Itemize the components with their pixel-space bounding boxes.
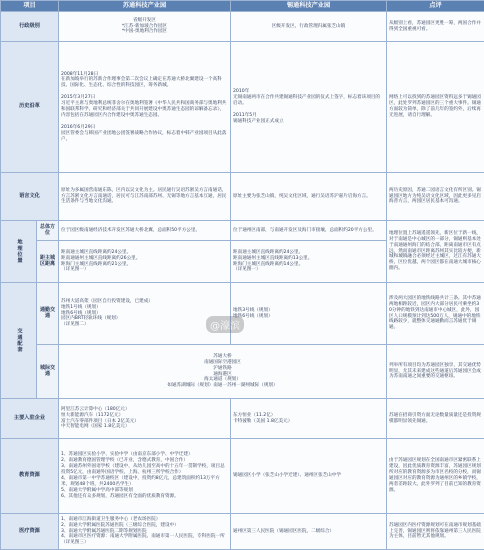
review-language: 两历史原因，苏通二园语言文化有所区别。锡通园区地方为纯吴语文化区域，因此更多见启海普方言，两园区居民基本可沟通。: [387, 173, 484, 221]
review-industry: 苏通在招商引资方面无论数量质量还是投资规模都明显领先锡通。: [387, 399, 484, 439]
xt-traffic-transit: 地铁3号线（规划） 地铁6号线（规划）: [231, 283, 387, 345]
review-history: 网络上可以找到的苏通园区资料远多于锡通园区，此处罗列苏通园区的三个重大事件。锡通方面较为简单，除了前几年的签约外，后续再无进展，请自行理解。: [387, 42, 484, 173]
header-item: 项目: [1, 1, 59, 12]
label-traffic-intercity: 城际交通: [37, 345, 59, 399]
header-xt: 锡通科技产业园: [231, 1, 387, 12]
sz-history: 2008年11月28日 在新加坡举行的苏新合作理事会第二次会议上确定在苏通大桥北翼建设一个高科技、国际化、生态化、综合性的科技园区，筹务新城。 2015年3月27日 习近平主席与奥地利总统菲舍尔在奥地利签署《中华人民共和国商务部与奥地利共和国联邦科学、研究和经济部关于共同开展建设中奥苏通生态园的谅解备忘录》，内容包括在苏通园区内合作建设中奥苏通生态园。 2016年6月29日 园区管委会与韩国产业团地公团签署战略合作协议，标志着中韩产业园项目从此落户。: [59, 42, 231, 173]
label-geo-total: 总体方位: [37, 221, 59, 241]
row-language: [1, 173, 484, 221]
label-geo-group: 地理位置: [1, 221, 37, 283]
row-traffic-transit: [1, 283, 484, 345]
review-education: 由于苏通园区规划在全国南通市区紧密联系上建设，因此优质教育资源丰富，苏通园区规划所对应的教育资源多为市区名校的分校，而锡通园区对应的教育资源为通州区的乡镇学校，两者差距较大。此外罗列了目前已知的教育资源。: [387, 439, 484, 514]
sz-geo-total: 位于园区级南通经济技术开发区苏通大桥北翼，总面积50平方公里。: [59, 221, 231, 241]
header-row: [1, 1, 484, 12]
xt-geo-distance: 距南通主城区直线距离约24公里。 距南通通州主城区直线距离约13公里。 距海门主城区直线距离约14公里。 （详见图一）: [231, 241, 387, 283]
row-education: [1, 439, 484, 514]
xt-history: 2010年 无锡南通两市在合作共建锡通科技产业园的仪式上签字，标志着该项目的启动。 2011年5月 锡通科技产业园正式成立: [231, 42, 387, 173]
review-traffic-intercity: 列举所有项目均为苏通园区独享，其交通优势明显，尤其未来建成这些通道后苏通园区会成为苏南南通之间重要的交通枢纽。: [387, 345, 484, 399]
label-traffic-group: 交通配套: [1, 283, 37, 399]
review-geo: 地理位置上苏通遥遥领先，新区位于新一线，对于南通是中心城区的一部分，锡通则基本处于南通通州海门的结合部，距离南通市区有点远，然而南通市区距离苏州其实比较方便，新城和城镇融合必须经过主城区，过江有苏通大桥，区位优越，两个园区都在南通大城市核心圈内。: [387, 221, 484, 283]
xt-admin: 区级开发区，行政管理归属张芝山镇: [231, 12, 387, 42]
sz-industry: 阿里江苏云计算中心（180亿元） 恒大新能源汽车（1172亿元） 富士汽车零部件项目（日本 2亿美元） 中天智能电网（国家 1.8亿美元）: [59, 399, 231, 439]
sz-traffic-transit: 苏州大道高架（园区自行投资建设，已建成） 地铁1号线（规划） 地铁6号线（规划） 园区内BRT轻轨环线（规划） （详见图二）: [59, 283, 231, 345]
label-language: 语言文化: [1, 173, 59, 221]
xt-medical: 通州区第三人民医院（锡通园区医院，二级综合）: [231, 514, 387, 550]
header-sz: 苏通科技产业园: [59, 1, 231, 12]
row-admin: [1, 12, 484, 42]
row-history: [1, 42, 484, 173]
row-traffic-intercity: [1, 345, 484, 399]
review-medical: 苏通园区内医疗资源规划可在南通市规划基础上完善，锡通园区则将依靠通州第三人民医院为主体，目前暂无其他规划。: [387, 514, 484, 550]
xt-education: 锡通园区小学（张芝山小学迁建）、通州区张芝山中学: [231, 439, 387, 514]
row-industry: [1, 399, 484, 439]
sz-language: 原址为多属国营南通东陈，区内以吴文化为主。居民通行吴语苏浙吴方言南通话，方言苏浙文化方言南通话，居民可与江苏南部苏州、无锡等地方言基本互通，居民生活条件与当地文化沟通。: [59, 173, 231, 221]
row-geo-total: [1, 221, 484, 241]
xt-industry: 东方恒业（11.2亿） 卡特彼勒（美国 1.8亿美元）: [231, 399, 387, 439]
sz-geo-distance: 距南通主城区直线距离约24公里。 距南通通州主城区直线距离约26公里。 距海门主城区直线距离约21公里。 （详见图一）: [59, 241, 231, 283]
sz-medical: 1、南通市江海街道卫生服务中心（老农场医院） 2、南通大学附属医院苏通医院（三级综合医院，建设中） 3、南通大学附属苏通医院二期等规划医院 4、南通市区医疗资源：南通大学附属医院、南通市第一人民医院，专科医院一所（详见图三）: [59, 514, 231, 550]
label-geo-distance: 距主城区距离: [37, 241, 59, 283]
xt-geo-total: 位于通州区南部，与南通开发区及海门市接壤，总面积约20平方公里。: [231, 221, 387, 241]
review-traffic-transit: 涉及两大园区的地铁线路共计三条。其中苏通两地相距较近，园区内大部分居民可乘坐约30分钟的地铁到达南通市中心城区，此外，园区人口规模预计到达500万人，锡通中的地铁线路较少，就整体交通通勤而言苏通优于锡通。: [387, 283, 484, 345]
sz-education: 1、苏通园区实验小学、实验中学（由南京东部小学、中学迁建） 2、南通教育德国管理学校（已开业，含德式教育，中国合作） 3、南通苏州外国语学校（建设中，从幼儿园至高中的十五年一贯制学校，项目总投资5亿元，由南通外国语学校、上海、杭州三所学校合作） 4、南通市第一中学苏通校区（建设中，投资约8亿元，总建筑面积约13万平方米，规划48个班，共2400名学生） 5、南通大学附属中学高中部等规划 6、其他还有众多规划，苏通园区有全面的优质教育资源。: [59, 439, 231, 514]
xt-language: 原址主要为张芝山镇，纯吴文化区域，通行吴语苏沪嘉片启海方言。: [231, 173, 387, 221]
sz-admin: 省级开发区 *江苏-新加坡合作园区 *中国-奥地利合作园区: [59, 12, 231, 42]
label-traffic-transit: 通勤交通: [37, 283, 59, 345]
label-medical: 医疗资源: [1, 514, 59, 550]
review-admin: 从级别上看，苏通园区更胜一筹，两国合作并得到全国重视可看。: [387, 12, 484, 42]
label-admin: 行政级别: [1, 12, 59, 42]
header-review: 点评: [387, 1, 484, 12]
shared-traffic-intercity: 苏通大桥 南通国际空港园区 沪通铁路 通海港区 海太通道（规划） 如通苏湖城际（规划）南通一苏州一湖州城际（规划）: [59, 345, 387, 399]
label-education: 教育资源: [1, 439, 59, 514]
label-history: 历史沿革: [1, 42, 59, 173]
row-medical: [1, 514, 484, 550]
label-industry: 主要入驻企业: [1, 399, 59, 439]
watermark: @濠滨: [206, 316, 244, 333]
